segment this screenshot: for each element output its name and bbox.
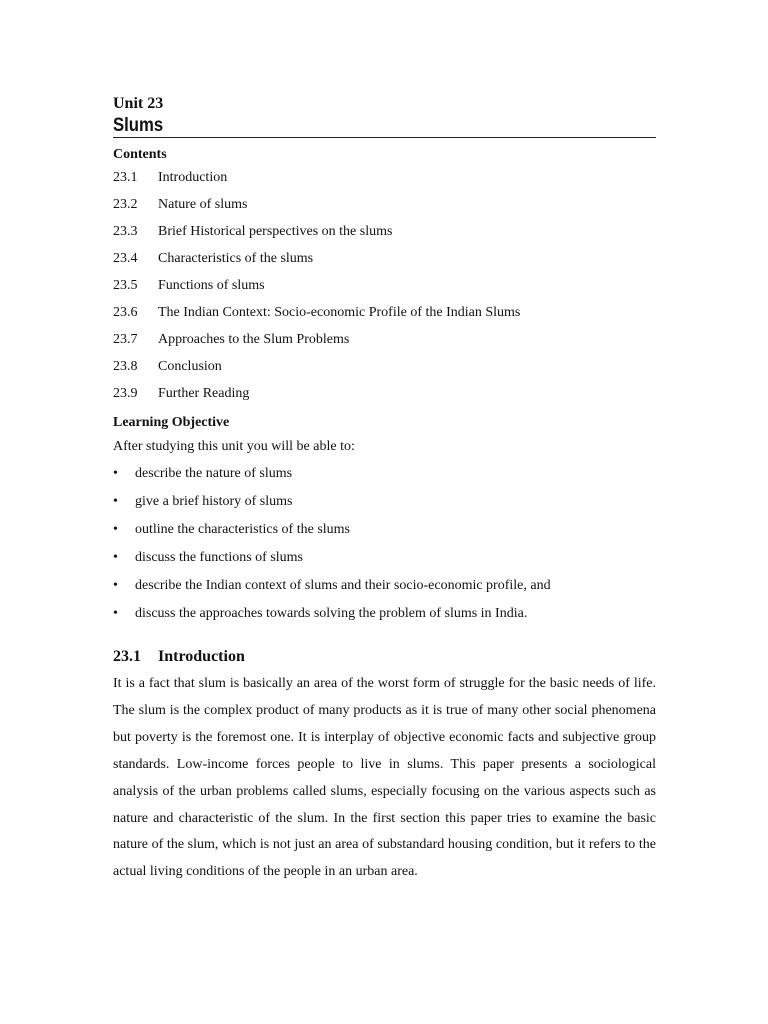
bullet-icon: • bbox=[113, 494, 118, 509]
contents-item-number: 23.5 bbox=[113, 278, 138, 293]
contents-item bbox=[113, 164, 656, 191]
contents-item-label: Conclusion bbox=[158, 359, 222, 374]
contents-item-label: The Indian Context: Socio-economic Profile of the Indian Slums bbox=[158, 305, 521, 320]
list-item bbox=[113, 516, 656, 544]
document-page bbox=[113, 94, 656, 886]
contents-heading: Contents bbox=[113, 147, 167, 162]
contents-item bbox=[113, 353, 656, 380]
list-item-text: describe the Indian context of slums and their socio-economic profile, and bbox=[135, 578, 551, 593]
contents-item bbox=[113, 299, 656, 326]
contents-list bbox=[113, 164, 656, 407]
bullet-icon: • bbox=[113, 466, 118, 481]
contents-item-number: 23.9 bbox=[113, 386, 138, 401]
contents-item-label: Characteristics of the slums bbox=[158, 251, 314, 266]
bullet-icon: • bbox=[113, 606, 118, 621]
list-item-text: discuss the functions of slums bbox=[135, 550, 303, 565]
list-item-text: give a brief history of slums bbox=[135, 494, 293, 509]
contents-item bbox=[113, 272, 656, 299]
contents-item-number: 23.3 bbox=[113, 224, 138, 239]
learning-objective-list bbox=[113, 460, 656, 628]
contents-item-label: Nature of slums bbox=[158, 197, 248, 212]
contents-item-number: 23.6 bbox=[113, 305, 138, 320]
contents-item-label: Functions of slums bbox=[158, 278, 265, 293]
contents-item-label: Brief Historical perspectives on the slums bbox=[158, 224, 393, 239]
list-item-text: outline the characteristics of the slums bbox=[135, 522, 350, 537]
body-paragraph: It is a fact that slum is basically an area of the worst form of struggle for the basic needs of life. The slum is the complex product of many products as it is true of many other social phenomena but poverty is the foremost one. It is interplay of objective economic facts and subjective group standards. Low-income forces people to live in slums. This paper presents a sociological analysis of the urban problems called slums, especially focusing on the various aspects such as nature and characteristic of the slum. In the first section this paper tries to examine the basic nature of the slum, which is not just an area of substandard housing condition, but it refers to the actual living conditions of the people in an urban area. bbox=[113, 676, 656, 880]
list-item bbox=[113, 544, 656, 572]
bullet-icon: • bbox=[113, 550, 118, 565]
contents-item bbox=[113, 380, 656, 407]
list-item bbox=[113, 572, 656, 600]
contents-item bbox=[113, 191, 656, 218]
contents-item-label: Introduction bbox=[158, 170, 228, 185]
unit-title: Slums bbox=[113, 115, 164, 136]
bullet-icon: • bbox=[113, 578, 118, 593]
contents-item-number: 23.4 bbox=[113, 251, 138, 266]
list-item bbox=[113, 460, 656, 488]
contents-item bbox=[113, 218, 656, 245]
unit-label: Unit 23 bbox=[113, 95, 164, 112]
contents-item-number: 23.2 bbox=[113, 197, 138, 212]
learning-objective-intro: After studying this unit you will be able to: bbox=[113, 439, 355, 454]
contents-item bbox=[113, 326, 656, 353]
contents-item-label: Further Reading bbox=[158, 386, 250, 401]
list-item-text: describe the nature of slums bbox=[135, 466, 293, 481]
contents-item-number: 23.7 bbox=[113, 332, 138, 347]
contents-item bbox=[113, 245, 656, 272]
list-item bbox=[113, 488, 656, 516]
contents-item-number: 23.8 bbox=[113, 359, 138, 374]
list-item bbox=[113, 600, 656, 628]
section-heading bbox=[113, 645, 656, 669]
section-title: Introduction bbox=[158, 648, 245, 665]
contents-item-number: 23.1 bbox=[113, 170, 138, 185]
learning-objective-heading: Learning Objective bbox=[113, 415, 230, 430]
contents-item-label: Approaches to the Slum Problems bbox=[158, 332, 350, 347]
list-item-text: discuss the approaches towards solving the problem of slums in India. bbox=[135, 606, 528, 621]
section-number: 23.1 bbox=[113, 648, 141, 665]
bullet-icon: • bbox=[113, 522, 118, 537]
